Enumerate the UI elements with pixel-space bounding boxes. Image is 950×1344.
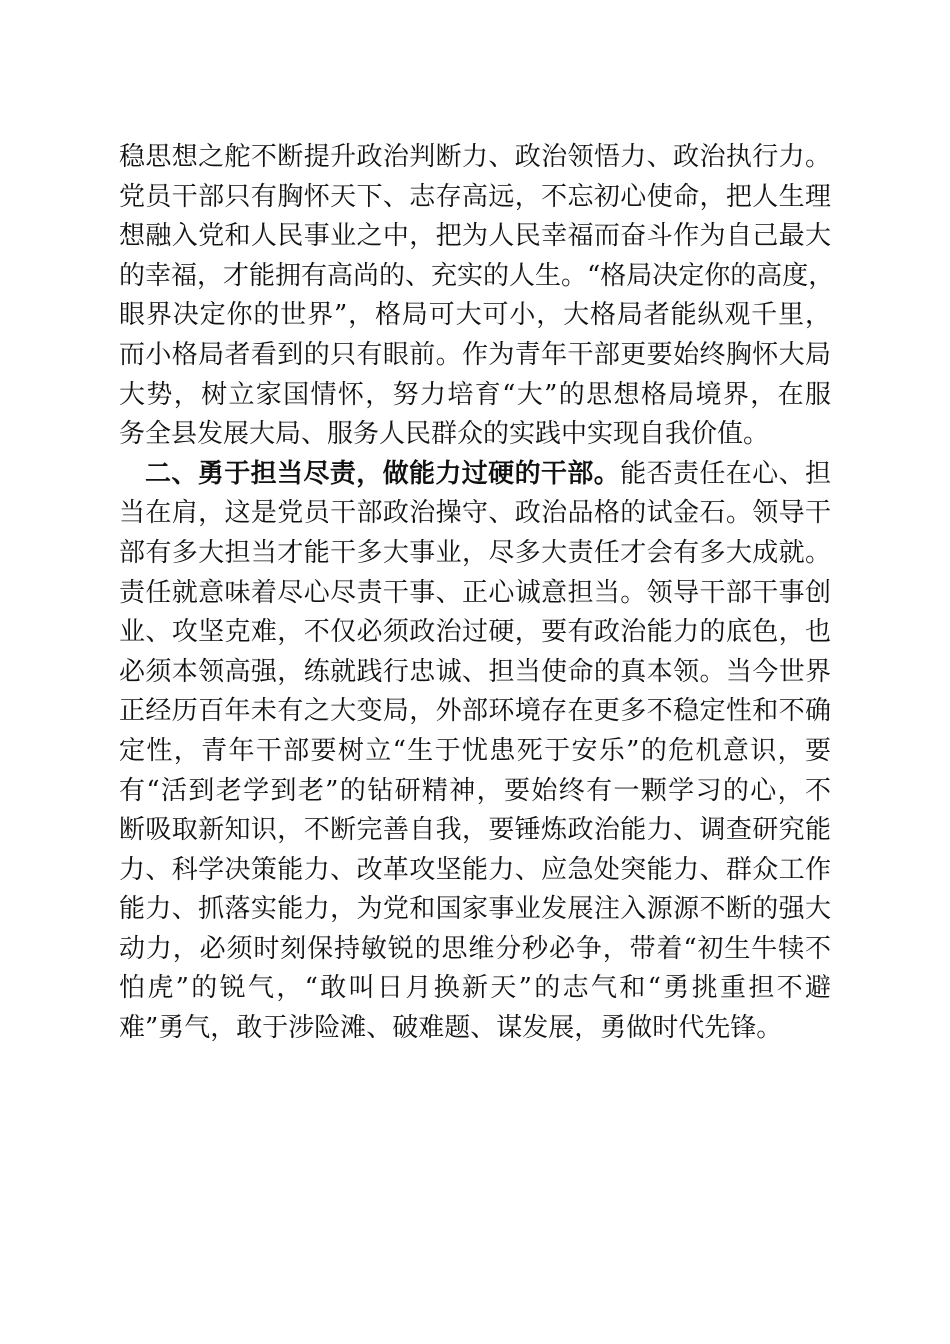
paragraph-2: [119, 455, 831, 1049]
paragraph-2-line: 当在肩，这是党员干部政治操守、政治品格的试金石。领导干: [119, 498, 831, 529]
paragraph-2-line: 必须本领高强，练就践行忠诚、担当使命的真本领。当今世界: [119, 656, 831, 687]
paragraph-2-line: 断吸取新知识，不断完善自我，要锤炼政治能力、调查研究能: [119, 815, 831, 846]
paragraph-2-line: 定性，青年干部要树立“生于忧患死于安乐”的危机意识，要: [119, 735, 831, 766]
paragraph-1-line: 稳思想之舵不断提升政治判断力、政治领悟力、政治执行力。: [119, 142, 831, 172]
paragraph-2-first-line-rest: 能否责任在心、担: [620, 458, 831, 489]
paragraph-2-line: 动力，必须时刻保持敏锐的思维分秒必争，带着“初生牛犊不: [119, 933, 831, 964]
document-body: [119, 138, 835, 1049]
paragraph-1-line: 眼界决定你的世界”，格局可大可小，大格局者能纵观千里，: [119, 300, 831, 331]
paragraph-2-line: 力、科学决策能力、改革攻坚能力、应急处突能力、群众工作: [119, 854, 831, 885]
paragraph-2-first-line: [119, 455, 831, 495]
paragraph-2-line: 难”勇气，敢于涉险滩、破难题、谋发展，勇做时代先锋。: [119, 1013, 783, 1044]
paragraph-1-line: 的幸福，才能拥有高尚的、充实的人生。“格局决定你的高度，: [119, 260, 835, 291]
paragraph-2-line: 部有多大担当才能干多大事业，尽多大责任才会有多大成就。: [119, 537, 831, 568]
paragraph-1-line: 务全县发展大局、服务人民群众的实践中实现自我价值。: [119, 419, 770, 450]
paragraph-2-line: 正经历百年未有之大变局，外部环境存在更多不稳定性和不确: [119, 696, 831, 727]
paragraph-1-line: 而小格局者看到的只有眼前。作为青年干部更要始终胸怀大局: [119, 339, 831, 370]
paragraph-2-line: 能力、抓落实能力，为党和国家事业发展注入源源不断的强大: [119, 894, 831, 925]
paragraph-1-line: 想融入党和人民事业之中，把为人民幸福而奋斗作为自己最大: [119, 221, 831, 252]
paragraph-2-line: 有“活到老学到老”的钻研精神，要始终有一颗学习的心，不: [119, 775, 831, 806]
paragraph-2-line: 责任就意味着尽心尽责干事、正心诚意担当。领导干部干事创: [119, 577, 831, 608]
paragraph-1-line: 党员干部只有胸怀天下、志存高远，不忘初心使命，把人生理: [119, 181, 831, 212]
paragraph-2-line: 怕虎”的锐气，“敢叫日月换新天”的志气和“勇挑重担不避: [119, 973, 831, 1004]
section-heading: 二、勇于担当尽责，做能力过硬的干部。: [145, 458, 621, 489]
paragraph-2-line: 业、攻坚克难，不仅必须政治过硬，要有政治能力的底色，也: [119, 617, 831, 648]
paragraph-1: [119, 138, 835, 455]
paragraph-1-line: 大势，树立家国情怀，努力培育“大”的思想格局境界，在服: [119, 379, 831, 410]
